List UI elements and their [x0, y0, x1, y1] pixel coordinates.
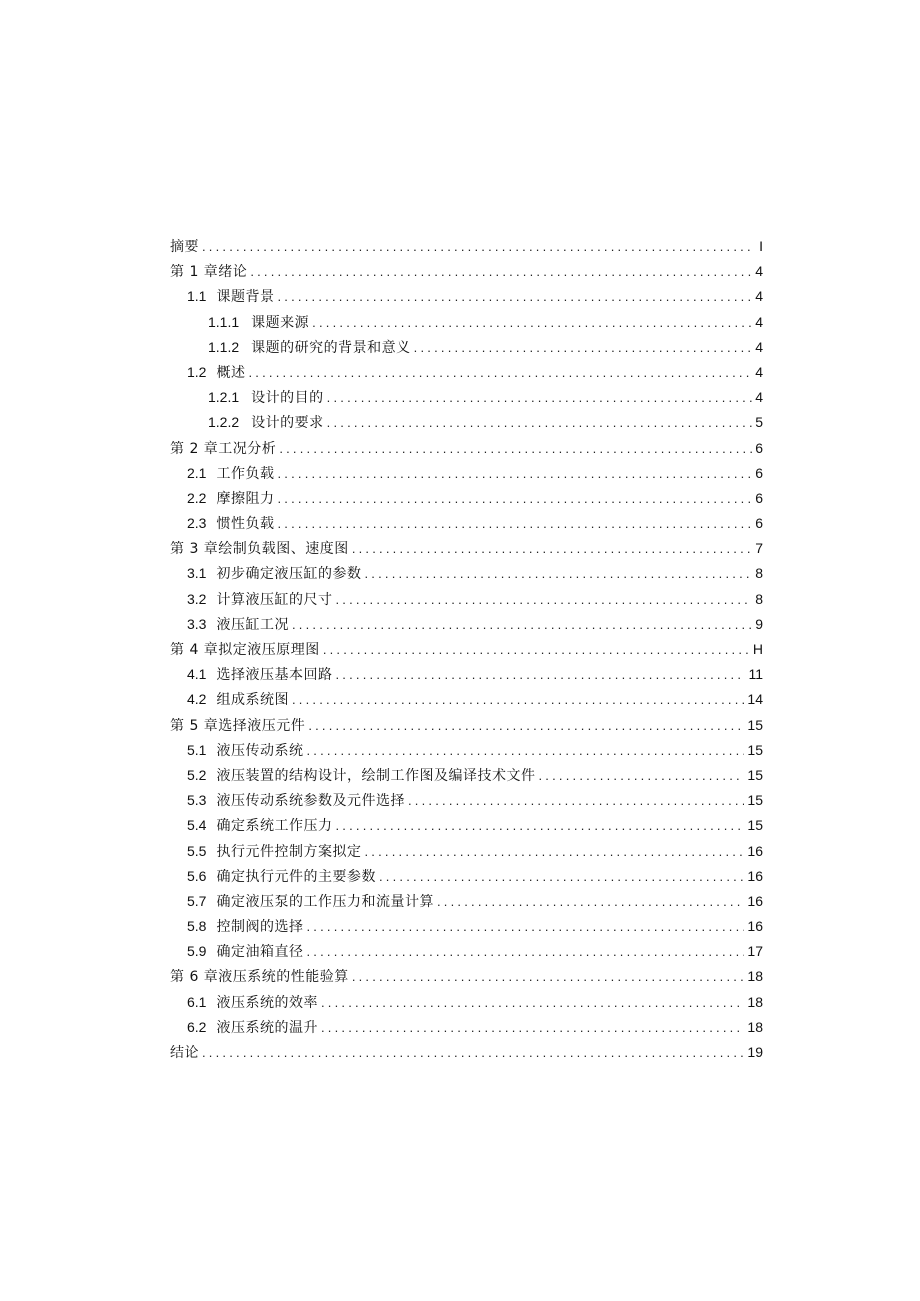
toc-entry-number: 5.9	[187, 943, 207, 960]
toc-entry[interactable]	[170, 763, 763, 788]
dot-leader	[308, 713, 744, 738]
toc-entry-title: 第 4 章拟定液压原理图	[170, 642, 320, 658]
toc-entry-number: 5.4	[187, 817, 207, 834]
toc-entry[interactable]	[170, 335, 763, 360]
toc-entry-number: 3.1	[187, 565, 207, 582]
toc-entry[interactable]	[170, 788, 763, 813]
toc-entry-page: 18	[747, 993, 763, 1010]
dot-leader	[408, 788, 744, 813]
toc-entry[interactable]	[170, 813, 763, 838]
toc-entry-page: 6	[755, 489, 763, 506]
toc-entry-number: 3.2	[187, 590, 207, 607]
dot-leader	[202, 1040, 744, 1065]
toc-entry-page: 4	[755, 338, 763, 355]
dot-leader	[202, 234, 752, 259]
toc-entry-number: 2.2	[187, 489, 207, 506]
dot-leader	[414, 335, 752, 360]
toc-entry-page: 15	[747, 741, 763, 758]
dot-leader	[321, 990, 744, 1015]
toc-entry[interactable]	[170, 1040, 763, 1065]
dot-leader	[277, 461, 752, 486]
toc-entry[interactable]	[170, 511, 763, 536]
toc-entry-page: 6	[755, 439, 763, 456]
toc-entry-page: 18	[747, 1018, 763, 1035]
dot-leader	[250, 259, 752, 284]
dot-leader	[364, 561, 752, 586]
toc-entry[interactable]	[170, 914, 763, 939]
toc-entry-page: 5	[755, 414, 763, 431]
toc-entry-title: 液压缸工况	[216, 616, 289, 633]
dot-leader	[292, 612, 752, 637]
toc-entry-title: 第 6 章液压系统的性能验算	[170, 969, 349, 986]
toc-entry-number: 5.1	[187, 741, 207, 758]
toc-entry-page: 9	[755, 615, 763, 632]
toc-entry-page: 16	[747, 918, 763, 935]
toc-entry-title: 液压传动系统	[216, 742, 304, 759]
toc-entry[interactable]	[170, 964, 763, 989]
toc-entry[interactable]	[170, 889, 763, 914]
toc-entry-title: 选择液压基本回路	[216, 667, 333, 684]
toc-entry[interactable]	[170, 561, 763, 586]
toc-entry-title: 第 1 章绪论	[170, 264, 248, 281]
toc-entry-title: 控制阀的选择	[216, 919, 304, 936]
toc-entry-page: 11	[748, 666, 763, 683]
toc-entry-title: 确定系统工作压力	[216, 818, 333, 835]
toc-entry-page: 4	[755, 263, 763, 280]
dot-leader	[279, 436, 752, 461]
toc-entry-page: 15	[747, 716, 763, 733]
toc-entry-page: 6	[755, 515, 763, 532]
toc-entry-page: H	[752, 641, 763, 657]
toc-entry-title: 惯性负载	[216, 516, 275, 533]
toc-entry-title: 概述	[216, 364, 246, 381]
dot-leader	[292, 687, 744, 712]
toc-entry[interactable]	[170, 536, 763, 561]
dot-leader	[248, 360, 752, 385]
toc-entry-page: 17	[747, 943, 763, 960]
toc-entry-page: I	[759, 238, 763, 254]
toc-entry-number: 4.2	[187, 691, 207, 708]
toc-entry-title: 设计的目的	[251, 390, 324, 407]
toc-entry[interactable]	[170, 587, 763, 612]
toc-entry-number: 5.3	[187, 792, 207, 809]
toc-entry-page: 16	[747, 842, 763, 859]
toc-entry[interactable]	[170, 864, 763, 889]
toc-entry-title: 液压系统的温升	[216, 1019, 318, 1036]
toc-entry-title: 课题的研究的背景和意义	[251, 339, 411, 356]
toc-entry-page: 8	[755, 565, 763, 582]
toc-entry[interactable]	[170, 687, 763, 712]
dot-leader	[321, 1015, 744, 1040]
toc-entry-title: 液压系统的效率	[216, 994, 318, 1011]
toc-entry-number: 5.7	[187, 892, 207, 909]
toc-entry[interactable]	[170, 410, 763, 435]
toc-entry[interactable]	[170, 637, 763, 662]
dot-leader	[306, 939, 744, 964]
toc-entry-title: 确定液压泵的工作压力和流量计算	[216, 893, 434, 910]
toc-entry-title: 执行元件控制方案拟定	[216, 843, 362, 860]
toc-entry-page: 4	[755, 363, 763, 380]
dot-leader	[352, 964, 745, 989]
dot-leader	[327, 385, 752, 410]
toc-entry-title: 组成系统图	[216, 692, 289, 709]
toc-entry-title: 课题来源	[251, 314, 310, 331]
dot-leader	[306, 914, 744, 939]
toc-entry-page: 14	[747, 691, 763, 708]
toc-entry[interactable]	[170, 234, 763, 259]
toc-entry-page: 16	[747, 867, 763, 884]
toc-entry-number: 5.6	[187, 867, 207, 884]
dot-leader	[364, 839, 744, 864]
toc-entry[interactable]	[170, 436, 763, 461]
toc-entry-page: 4	[755, 389, 763, 406]
toc-entry-page: 16	[747, 892, 763, 909]
toc-entry-title: 液压装置的结构设计，绘制工作图及编译技术文件	[216, 767, 536, 784]
dot-leader	[538, 763, 744, 788]
toc-entry-number: 6.1	[187, 993, 207, 1010]
toc-entry-number: 1.2.1	[208, 389, 240, 406]
toc-entry-title: 摩擦阻力	[216, 490, 275, 507]
toc-entry-page: 18	[747, 968, 763, 985]
dot-leader	[306, 738, 744, 763]
toc-entry-number: 1.2	[187, 363, 207, 380]
toc-entry[interactable]	[170, 839, 763, 864]
dot-leader	[352, 536, 752, 561]
dot-leader	[437, 889, 744, 914]
toc-entry-page: 19	[747, 1044, 763, 1060]
toc-entry-page: 15	[747, 817, 763, 834]
table-of-contents	[170, 234, 763, 1065]
toc-entry-number: 4.1	[187, 666, 207, 683]
toc-entry[interactable]	[170, 360, 763, 385]
toc-entry-title: 设计的要求	[251, 415, 324, 432]
toc-entry[interactable]	[170, 612, 763, 637]
toc-entry[interactable]	[170, 259, 763, 284]
toc-entry[interactable]	[170, 461, 763, 486]
toc-entry-number: 1.1.1	[208, 313, 240, 330]
toc-entry-page: 4	[755, 288, 763, 305]
dot-leader	[277, 284, 752, 309]
toc-entry-number: 2.3	[187, 515, 207, 532]
toc-entry-number: 5.8	[187, 918, 207, 935]
dot-leader	[335, 813, 744, 838]
dot-leader	[277, 486, 752, 511]
toc-entry-number: 1.2.2	[208, 414, 240, 431]
dot-leader	[312, 310, 752, 335]
dot-leader	[335, 587, 752, 612]
toc-entry-page: 8	[755, 590, 763, 607]
toc-entry-title: 第 2 章工况分析	[170, 440, 277, 457]
toc-entry-number: 1.1.2	[208, 338, 240, 355]
toc-entry[interactable]	[170, 385, 763, 410]
dot-leader	[277, 511, 752, 536]
toc-entry-title: 第 3 章绘制负载图、速度图	[170, 541, 349, 558]
toc-entry-page: 15	[747, 792, 763, 809]
toc-entry-page: 4	[755, 313, 763, 330]
toc-entry-title: 计算液压缸的尺寸	[216, 591, 333, 608]
dot-leader	[335, 662, 745, 687]
toc-entry-page: 15	[747, 766, 763, 783]
toc-entry-title: 确定执行元件的主要参数	[216, 868, 376, 885]
toc-entry-title: 初步确定液压缸的参数	[216, 566, 362, 583]
dot-leader	[327, 410, 752, 435]
toc-entry[interactable]	[170, 310, 763, 335]
toc-entry-number: 6.2	[187, 1018, 207, 1035]
toc-entry-number: 3.3	[187, 615, 207, 632]
toc-entry-number: 5.5	[187, 842, 207, 859]
toc-entry-title: 摘要	[170, 239, 199, 255]
toc-entry[interactable]	[170, 1015, 763, 1040]
toc-entry[interactable]	[170, 284, 763, 309]
toc-entry[interactable]	[170, 990, 763, 1015]
toc-entry[interactable]	[170, 713, 763, 738]
toc-entry[interactable]	[170, 486, 763, 511]
toc-entry-number: 5.2	[187, 766, 207, 783]
toc-entry-number: 1.1	[187, 288, 207, 305]
dot-leader	[323, 637, 750, 662]
dot-leader	[379, 864, 744, 889]
toc-entry-title: 第 5 章选择液压元件	[170, 717, 306, 734]
toc-entry[interactable]	[170, 939, 763, 964]
toc-entry-page: 7	[755, 540, 763, 557]
toc-entry-number: 2.1	[187, 464, 207, 481]
toc-entry-title: 工作负载	[216, 465, 275, 482]
toc-entry-title: 确定油箱直径	[216, 944, 304, 961]
toc-entry-title: 课题背景	[216, 289, 275, 306]
toc-entry-page: 6	[755, 464, 763, 481]
toc-entry[interactable]	[170, 738, 763, 763]
toc-entry-title: 液压传动系统参数及元件选择	[216, 793, 405, 810]
toc-entry[interactable]	[170, 662, 763, 687]
toc-entry-title: 结论	[170, 1045, 199, 1061]
